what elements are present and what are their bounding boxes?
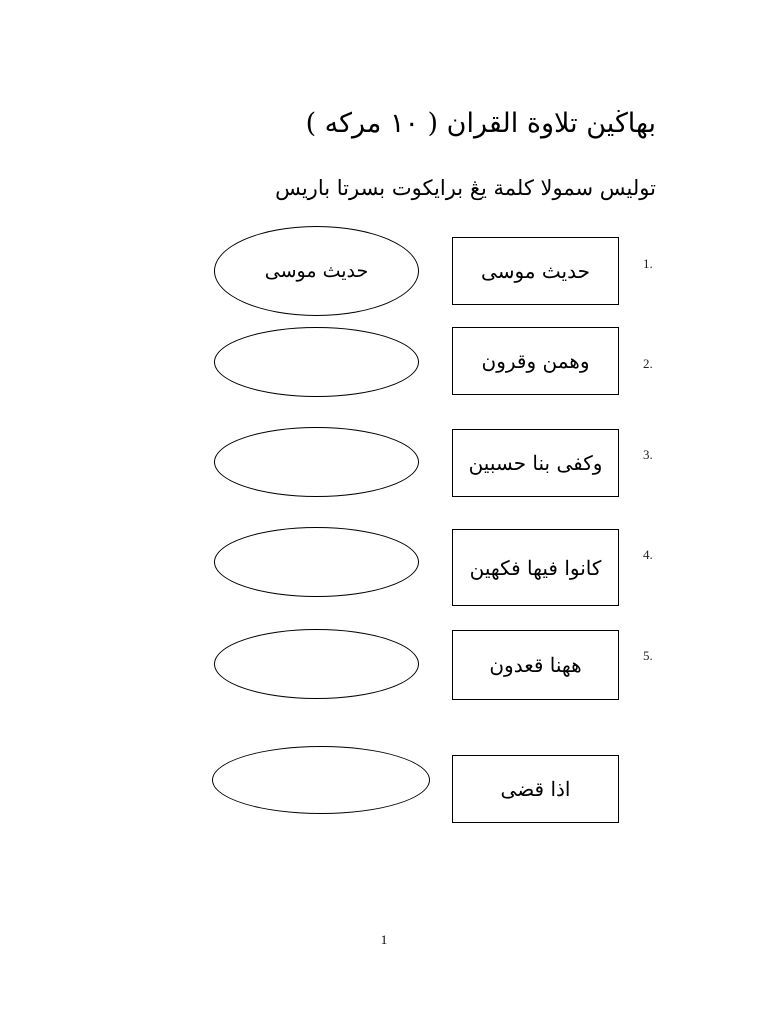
answer-oval (214, 527, 419, 597)
phrase-box (452, 630, 619, 700)
item-number: 5. (643, 648, 653, 663)
worksheet-instruction: توليس سمولا كلمة يڠ برايكوت بسرتا باريس (275, 176, 656, 200)
page-number: 1 (380, 932, 388, 947)
answer-oval (214, 327, 419, 397)
phrase-text: ههنا قعدون (489, 653, 582, 677)
phrase-box (452, 755, 619, 823)
worksheet-title: بهاڬين تلاوة القران ( ١٠ مركه ) (305, 108, 656, 139)
item-number: 3. (643, 447, 653, 462)
phrase-text: وكفى بنا حسبين (468, 451, 603, 475)
phrase-box (452, 237, 619, 305)
phrase-text: اذا قضى (500, 777, 571, 801)
answer-text: حديث موسى (264, 260, 369, 282)
phrase-box (452, 429, 619, 497)
phrase-text: كانوا فيها فكهين (469, 555, 602, 580)
answer-oval (214, 226, 419, 316)
answer-oval (212, 746, 430, 814)
answer-oval (214, 629, 419, 699)
item-number: 2. (643, 356, 653, 371)
item-number: 1. (643, 256, 653, 271)
phrase-box (452, 327, 619, 395)
item-number: 4. (643, 547, 653, 562)
phrase-text: وهمن وقرون (481, 349, 590, 373)
phrase-text: حديث موسى (481, 259, 590, 283)
answer-oval (214, 427, 419, 497)
phrase-box (452, 529, 619, 606)
